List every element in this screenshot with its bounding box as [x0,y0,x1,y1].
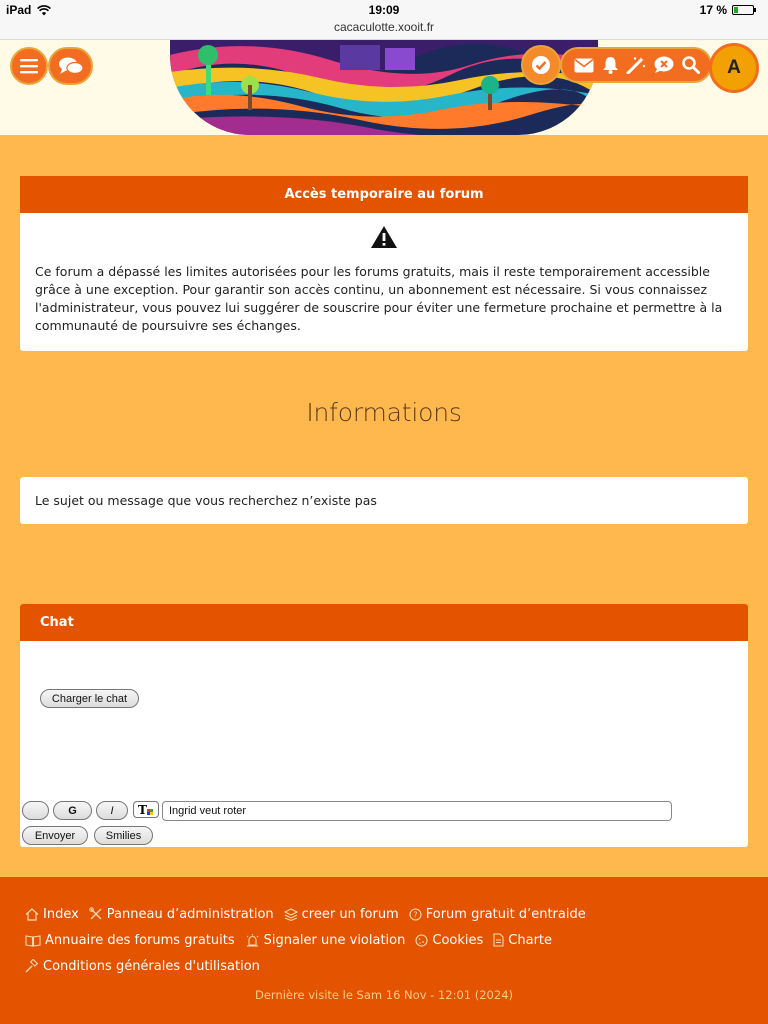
cookie-icon [415,934,428,947]
tools-icon [89,907,103,921]
battery-icon [732,5,754,15]
smilies-button[interactable]: Smilies [94,826,153,845]
menu-button[interactable] [10,47,48,85]
access-notice [20,176,748,351]
footer-link-cookies[interactable]: Cookies [415,933,483,948]
address-url[interactable]: cacaculotte.xooit.fr [333,20,435,34]
comments-button[interactable] [654,56,674,74]
footer-link-help-forum[interactable]: ? Forum gratuit d’entraide [409,907,586,922]
site-footer [0,877,768,1024]
search-button[interactable] [682,56,700,74]
notifications-button[interactable] [602,56,619,74]
last-visit: Dernière visite le Sam 16 Nov - 12:01 (2024) [254,988,513,1002]
comment-x-icon [654,56,674,74]
color-button[interactable] [22,801,49,820]
page-title: Informations [306,398,462,427]
device-label: iPad [6,3,32,17]
battery-percent: 17 % [699,3,727,17]
chat-title: Chat [20,604,748,641]
search-icon [682,56,700,74]
help-icon [409,908,422,921]
footer-link-index[interactable]: Index [25,907,79,922]
home-icon [25,908,39,921]
ios-status-bar [0,0,768,40]
send-button[interactable]: Envoyer [22,826,88,845]
footer-link-terms[interactable]: Conditions générales d'utilisation [25,959,260,974]
magic-wand-icon [626,56,646,74]
document-icon [493,933,504,947]
envelope-icon [574,58,594,73]
verified-button[interactable] [521,45,561,85]
notice-text: Ce forum a dépassé les limites autorisées pour les forums gratuits, mais il reste temporairement accessible grâce à une exception. Pour garantir son accès continu, un abonnement est nécessaire. Si vous connaissez l'administrateur, vous pouvez lui suggérer de souscrire pour éviter une fermeture prochaine et permettre à la communauté de poursuivre ses échanges. [35,264,723,333]
check-badge-icon [531,55,551,75]
footer-link-charter[interactable]: Charte [493,933,552,948]
clock: 19:09 [368,3,400,17]
footer-link-directory[interactable]: Annuaire des forums gratuits [25,933,235,948]
svg-text:?: ? [412,910,418,919]
alarm-icon [245,933,260,947]
text-color-button[interactable] [133,801,159,818]
layers-icon [284,908,298,921]
chat-message-input[interactable]: Ingrid veut roter [162,801,672,821]
load-chat-button[interactable]: Charger le chat [40,689,139,708]
user-avatar[interactable]: A [709,43,759,93]
bold-button[interactable]: G [53,801,92,820]
bell-icon [602,56,619,74]
chat-panel [20,604,748,847]
magic-button[interactable] [626,56,646,74]
notice-title: Accès temporaire au forum [20,176,748,213]
footer-link-report[interactable]: Signaler une violation [245,933,406,948]
svg-text:T: T [138,802,147,817]
site-header [0,40,768,135]
chat-toggle-button[interactable] [48,47,93,85]
messages-button[interactable] [574,58,594,73]
italic-button[interactable]: I [96,801,128,820]
text-color-icon [137,803,155,817]
info-message: Le sujet ou message que vous recherchez n’existe pas [20,477,748,524]
chat-bubbles-icon [58,56,84,76]
book-icon [25,934,41,947]
footer-link-admin-panel[interactable]: Panneau d’administration [89,907,274,922]
warning-icon [370,225,398,249]
user-toolbar [560,47,712,83]
menu-icon [20,58,38,74]
gavel-icon [25,959,39,973]
footer-link-create-forum[interactable]: creer un forum [284,907,399,922]
